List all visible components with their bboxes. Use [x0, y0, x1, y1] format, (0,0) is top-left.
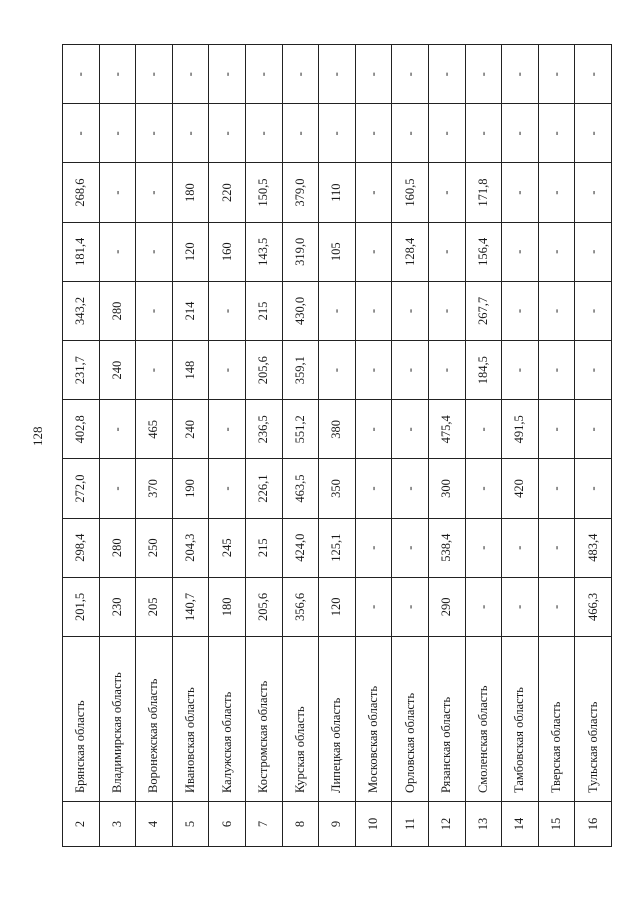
value-cell: - [538, 400, 575, 459]
value-cell: - [99, 459, 136, 518]
value-cell: - [465, 400, 502, 459]
value-cell: - [538, 45, 575, 104]
table-container [62, 45, 609, 847]
value-cell: - [428, 45, 465, 104]
value-cell: - [392, 459, 429, 518]
value-cell: 184,5 [465, 341, 502, 400]
value-cell: - [575, 400, 612, 459]
value-cell: 402,8 [63, 400, 100, 459]
value-cell: - [319, 281, 356, 340]
value-cell: 379,0 [282, 163, 319, 222]
value-cell: - [136, 281, 173, 340]
value-cell: 420 [502, 459, 539, 518]
value-cell: - [319, 341, 356, 400]
value-cell: 160 [209, 222, 246, 281]
value-cell: - [99, 163, 136, 222]
value-cell: - [99, 45, 136, 104]
value-cell: - [63, 45, 100, 104]
region-name-cell: Брянская область [63, 637, 100, 802]
table-row [392, 45, 429, 847]
value-cell: 356,6 [282, 577, 319, 636]
value-cell: - [136, 45, 173, 104]
value-cell: 205 [136, 577, 173, 636]
value-cell: - [428, 104, 465, 163]
value-cell: 250 [136, 518, 173, 577]
value-cell: - [172, 104, 209, 163]
region-name-cell: Калужская область [209, 637, 246, 802]
value-cell: 231,7 [63, 341, 100, 400]
row-index-cell: 6 [209, 802, 246, 847]
value-cell: 215 [245, 281, 282, 340]
table-row [209, 45, 246, 847]
value-cell: - [502, 281, 539, 340]
value-cell: 359,1 [282, 341, 319, 400]
value-cell: - [502, 341, 539, 400]
region-name-cell: Тверская область [538, 637, 575, 802]
table-row [63, 45, 100, 847]
row-index-cell: 8 [282, 802, 319, 847]
value-cell: 370 [136, 459, 173, 518]
value-cell: - [209, 104, 246, 163]
value-cell: 475,4 [428, 400, 465, 459]
value-cell: - [575, 163, 612, 222]
value-cell: 220 [209, 163, 246, 222]
value-cell: 140,7 [172, 577, 209, 636]
region-name-cell: Тульская область [575, 637, 612, 802]
value-cell: - [465, 459, 502, 518]
row-index-cell: 16 [575, 802, 612, 847]
region-name-cell: Московская область [355, 637, 392, 802]
value-cell: 171,8 [465, 163, 502, 222]
value-cell: 245 [209, 518, 246, 577]
value-cell: 240 [99, 341, 136, 400]
row-index-cell: 12 [428, 802, 465, 847]
value-cell: - [428, 281, 465, 340]
value-cell: - [575, 341, 612, 400]
value-cell: 538,4 [428, 518, 465, 577]
value-cell: 128,4 [392, 222, 429, 281]
value-cell: - [428, 222, 465, 281]
value-cell: - [465, 577, 502, 636]
value-cell: - [355, 459, 392, 518]
value-cell: - [502, 104, 539, 163]
value-cell: - [575, 45, 612, 104]
value-cell: - [465, 518, 502, 577]
value-cell: - [575, 281, 612, 340]
value-cell: 280 [99, 518, 136, 577]
value-cell: - [355, 518, 392, 577]
value-cell: - [355, 222, 392, 281]
value-cell: - [99, 222, 136, 281]
value-cell: 180 [209, 577, 246, 636]
value-cell: 300 [428, 459, 465, 518]
value-cell: 343,2 [63, 281, 100, 340]
region-name-cell: Ивановская область [172, 637, 209, 802]
value-cell: 201,5 [63, 577, 100, 636]
value-cell: 125,1 [319, 518, 356, 577]
value-cell: - [209, 45, 246, 104]
row-index-cell: 14 [502, 802, 539, 847]
value-cell: 205,6 [245, 341, 282, 400]
value-cell: 236,5 [245, 400, 282, 459]
value-cell: 290 [428, 577, 465, 636]
value-cell: - [428, 341, 465, 400]
value-cell: 215 [245, 518, 282, 577]
value-cell: - [538, 341, 575, 400]
value-cell: - [319, 45, 356, 104]
value-cell: - [282, 45, 319, 104]
value-cell: - [538, 518, 575, 577]
table-row [245, 45, 282, 847]
rotated-table-wrapper [62, 45, 609, 847]
value-cell: - [392, 104, 429, 163]
row-index-cell: 7 [245, 802, 282, 847]
value-cell: - [575, 459, 612, 518]
table-row [172, 45, 209, 847]
value-cell: 424,0 [282, 518, 319, 577]
value-cell: - [355, 577, 392, 636]
table-row [355, 45, 392, 847]
value-cell: 156,4 [465, 222, 502, 281]
value-cell: - [63, 104, 100, 163]
value-cell: 204,3 [172, 518, 209, 577]
row-index-cell: 4 [136, 802, 173, 847]
value-cell: 160,5 [392, 163, 429, 222]
value-cell: - [392, 281, 429, 340]
value-cell: 319,0 [282, 222, 319, 281]
value-cell: - [209, 459, 246, 518]
value-cell: - [136, 104, 173, 163]
table-row [465, 45, 502, 847]
value-cell: - [502, 577, 539, 636]
region-name-cell: Орловская область [392, 637, 429, 802]
value-cell: 466,3 [575, 577, 612, 636]
table-row [502, 45, 539, 847]
value-cell: - [538, 104, 575, 163]
row-index-cell: 9 [319, 802, 356, 847]
value-cell: - [355, 45, 392, 104]
region-name-cell: Воронежская область [136, 637, 173, 802]
value-cell: - [538, 163, 575, 222]
value-cell: - [245, 104, 282, 163]
value-cell: 110 [319, 163, 356, 222]
value-cell: 120 [319, 577, 356, 636]
value-cell: 180 [172, 163, 209, 222]
value-cell: - [392, 518, 429, 577]
value-cell: - [99, 104, 136, 163]
value-cell: 105 [319, 222, 356, 281]
value-cell: - [538, 459, 575, 518]
value-cell: - [136, 341, 173, 400]
value-cell: - [502, 163, 539, 222]
value-cell: 226,1 [245, 459, 282, 518]
prices-table [62, 44, 612, 847]
value-cell: 150,5 [245, 163, 282, 222]
value-cell: 463,5 [282, 459, 319, 518]
value-cell: - [282, 104, 319, 163]
value-cell: - [428, 163, 465, 222]
value-cell: 268,6 [63, 163, 100, 222]
row-index-cell: 2 [63, 802, 100, 847]
value-cell: - [172, 45, 209, 104]
value-cell: 205,6 [245, 577, 282, 636]
value-cell: - [355, 341, 392, 400]
value-cell: 230 [99, 577, 136, 636]
region-name-cell: Рязанская область [428, 637, 465, 802]
table-row [538, 45, 575, 847]
value-cell: - [209, 341, 246, 400]
region-name-cell: Костромская область [245, 637, 282, 802]
value-cell: - [355, 163, 392, 222]
page-number: 128 [30, 426, 45, 446]
value-cell: 491,5 [502, 400, 539, 459]
region-name-cell: Тамбовская область [502, 637, 539, 802]
value-cell: 143,5 [245, 222, 282, 281]
value-cell: - [392, 400, 429, 459]
value-cell: 483,4 [575, 518, 612, 577]
value-cell: 465 [136, 400, 173, 459]
value-cell: 120 [172, 222, 209, 281]
value-cell: - [538, 281, 575, 340]
region-name-cell: Курская область [282, 637, 319, 802]
region-name-cell: Липецкая область [319, 637, 356, 802]
value-cell: - [538, 577, 575, 636]
row-index-cell: 11 [392, 802, 429, 847]
value-cell: 551,2 [282, 400, 319, 459]
value-cell: - [465, 104, 502, 163]
value-cell: 272,0 [63, 459, 100, 518]
value-cell: 181,4 [63, 222, 100, 281]
value-cell: - [319, 104, 356, 163]
value-cell: - [209, 281, 246, 340]
value-cell: 190 [172, 459, 209, 518]
value-cell: - [392, 45, 429, 104]
value-cell: - [465, 45, 502, 104]
row-index-cell: 10 [355, 802, 392, 847]
value-cell: - [392, 577, 429, 636]
table-row [428, 45, 465, 847]
value-cell: - [575, 104, 612, 163]
value-cell: 267,7 [465, 281, 502, 340]
value-cell: - [136, 222, 173, 281]
value-cell: 350 [319, 459, 356, 518]
value-cell: - [355, 400, 392, 459]
value-cell: - [245, 45, 282, 104]
value-cell: 430,0 [282, 281, 319, 340]
value-cell: - [502, 222, 539, 281]
value-cell: 380 [319, 400, 356, 459]
table-row [319, 45, 356, 847]
value-cell: - [575, 222, 612, 281]
row-index-cell: 3 [99, 802, 136, 847]
table-row [136, 45, 173, 847]
table-row [575, 45, 612, 847]
value-cell: 214 [172, 281, 209, 340]
table-row [282, 45, 319, 847]
value-cell: - [538, 222, 575, 281]
region-name-cell: Владимирская область [99, 637, 136, 802]
row-index-cell: 5 [172, 802, 209, 847]
region-name-cell: Смоленская область [465, 637, 502, 802]
value-cell: 148 [172, 341, 209, 400]
value-cell: - [502, 45, 539, 104]
value-cell: 240 [172, 400, 209, 459]
value-cell: - [355, 104, 392, 163]
row-index-cell: 15 [538, 802, 575, 847]
value-cell: 280 [99, 281, 136, 340]
value-cell: 298,4 [63, 518, 100, 577]
value-cell: - [99, 400, 136, 459]
value-cell: - [136, 163, 173, 222]
value-cell: - [502, 518, 539, 577]
table-row [99, 45, 136, 847]
value-cell: - [209, 400, 246, 459]
value-cell: - [355, 281, 392, 340]
row-index-cell: 13 [465, 802, 502, 847]
value-cell: - [392, 341, 429, 400]
